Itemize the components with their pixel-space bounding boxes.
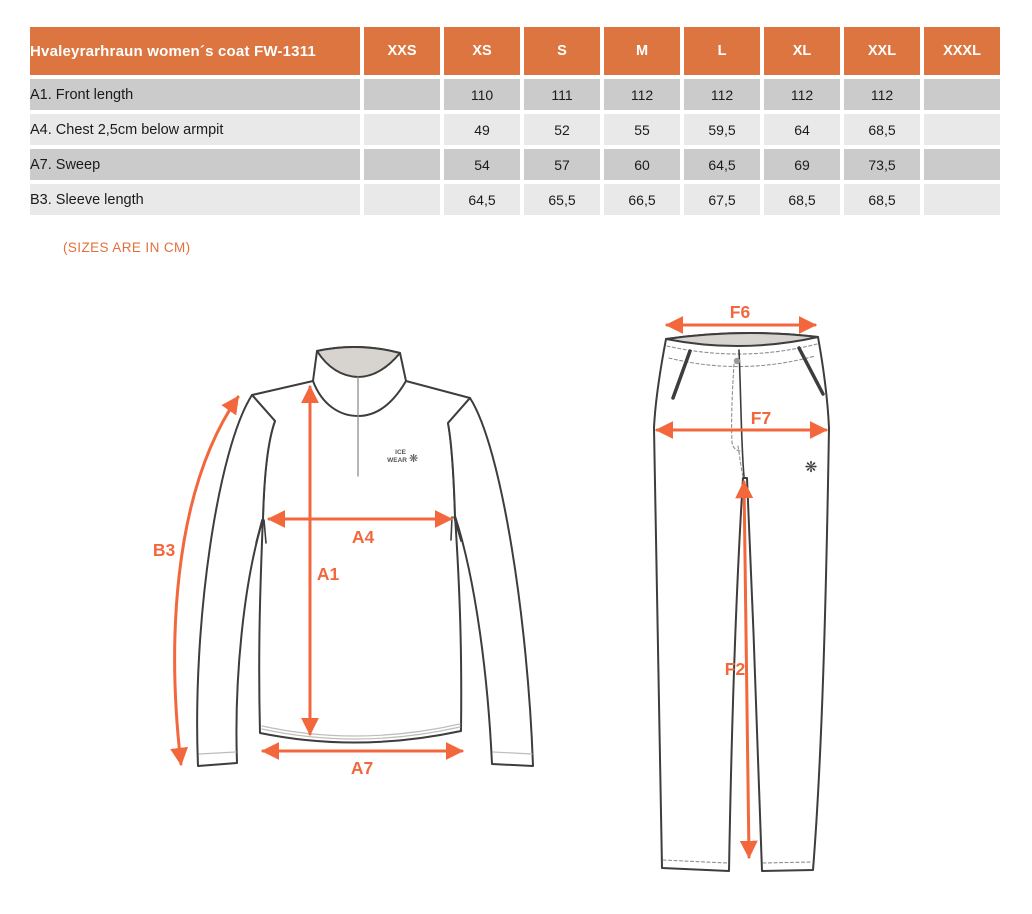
size-header-m: M (604, 27, 680, 75)
f2-label: F2 (724, 659, 746, 679)
size-header-s: S (524, 27, 600, 75)
size-value: 111 (524, 79, 600, 110)
measurement-label: A4. Chest 2,5cm below armpit (30, 114, 360, 145)
table-row-chest (30, 114, 1000, 145)
size-value: 112 (604, 79, 680, 110)
sizes-note: (SIZES ARE IN CM) (63, 240, 191, 255)
size-header-l: L (684, 27, 760, 75)
snowflake-icon: ❋ (409, 453, 419, 465)
pants-outline (654, 333, 829, 871)
size-header-xxl: XXL (844, 27, 920, 75)
size-header-xs: XS (444, 27, 520, 75)
table-row-sleeve-length (30, 184, 1000, 215)
size-table-header-row (30, 27, 1000, 75)
size-value: 68,5 (844, 114, 920, 145)
jacket-diagram (130, 323, 580, 803)
size-value: 60 (604, 149, 680, 180)
logo-line1: ICE (395, 449, 406, 456)
size-value: 57 (524, 149, 600, 180)
size-value: 68,5 (764, 184, 840, 215)
size-value: 59,5 (684, 114, 760, 145)
a4-label: A4 (351, 527, 375, 547)
size-chart-table (26, 23, 1004, 219)
measurement-label: A7. Sweep (30, 149, 360, 180)
size-value: 64 (764, 114, 840, 145)
size-value: 54 (444, 149, 520, 180)
size-value: 64,5 (684, 149, 760, 180)
size-value: 69 (764, 149, 840, 180)
logo-line2: WEAR (387, 457, 407, 464)
size-value: 66,5 (604, 184, 680, 215)
size-value: 55 (604, 114, 680, 145)
jacket-outline (197, 347, 533, 766)
size-header-xxs: XXS (364, 27, 440, 75)
size-value: 64,5 (444, 184, 520, 215)
table-row-front-length (30, 79, 1000, 110)
size-header-xl: XL (764, 27, 840, 75)
f7-label: F7 (750, 408, 772, 428)
size-value: 112 (764, 79, 840, 110)
size-value (364, 114, 440, 145)
size-value: 110 (444, 79, 520, 110)
a7-label: A7 (350, 758, 374, 778)
size-value: 112 (844, 79, 920, 110)
size-value (924, 184, 1000, 215)
size-value (364, 149, 440, 180)
size-value: 67,5 (684, 184, 760, 215)
size-value: 68,5 (844, 184, 920, 215)
waist-button (734, 358, 740, 364)
measurement-label: A1. Front length (30, 79, 360, 110)
f6-label: F6 (729, 302, 751, 322)
product-title: Hvaleyrarhraun women´s coat FW-1311 (30, 27, 360, 75)
size-value (924, 114, 1000, 145)
a1-label: A1 (316, 564, 340, 584)
pants-diagram (635, 302, 845, 891)
measurement-label: B3. Sleeve length (30, 184, 360, 215)
size-value (364, 184, 440, 215)
size-header-xxxl: XXXL (924, 27, 1000, 75)
size-value: 49 (444, 114, 520, 145)
size-value: 52 (524, 114, 600, 145)
size-value: 73,5 (844, 149, 920, 180)
size-value (364, 79, 440, 110)
size-value (924, 149, 1000, 180)
size-value (924, 79, 1000, 110)
size-value: 112 (684, 79, 760, 110)
table-row-sweep (30, 149, 1000, 180)
snowflake-icon: ❋ (804, 459, 818, 476)
b3-label: B3 (152, 540, 176, 560)
size-value: 65,5 (524, 184, 600, 215)
